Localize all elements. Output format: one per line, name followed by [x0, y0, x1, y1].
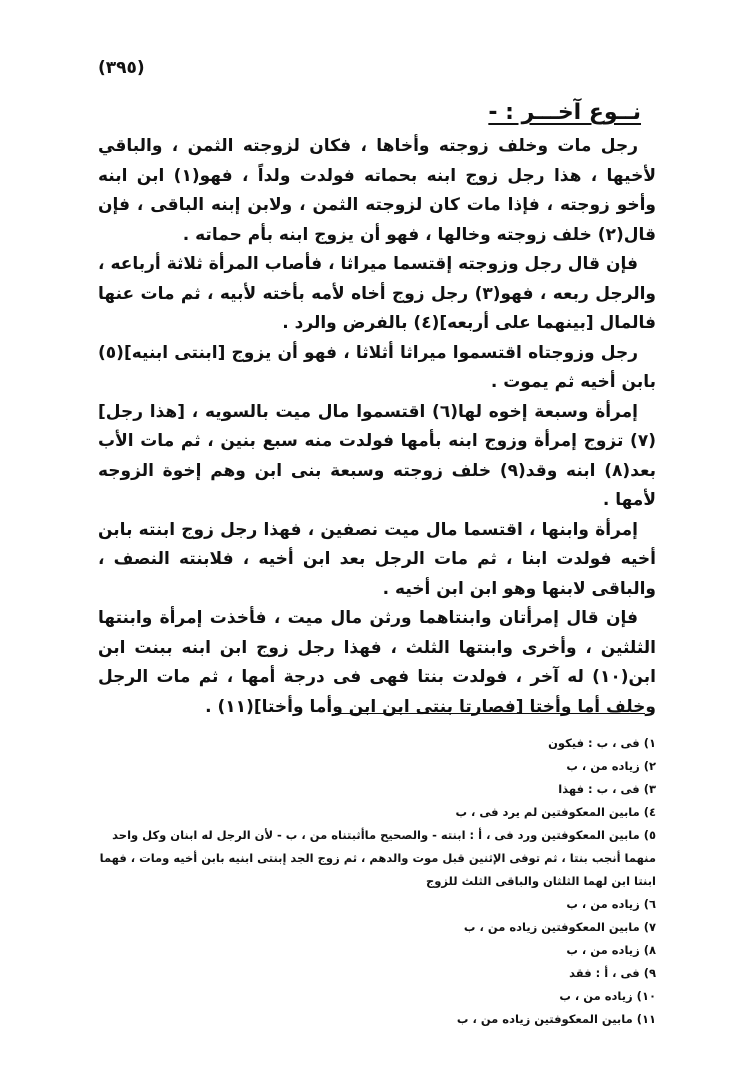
footnote: ١٠) زياده من ، ب [559, 989, 656, 1003]
footnote: ٢) زياده من ، ب [566, 759, 656, 773]
footnote: ٤) مابين المعكوفتين لم يرد فى ، ب [455, 805, 656, 819]
paragraph: رجل مات وخلف زوجته وأخاها ، فكان لزوجته الثمن ، والباقي لأخيها ، هذا رجل زوج ابنه بحماته فولدت ولداً ، فهو(١) ابن ابنه وأخو زوجته ، فإذا مات كان لزوجته الثمن ، ولابن إبنه الباقى ، فإن قال(٢) خلف زوجته وخالها ، فهو أن يزوج ابنه بأم حماته . [98, 136, 656, 245]
paragraph: رجل وزوجتاه اقتسموا ميراثا أثلاثا ، فهو أن يزوج [ابنتى ابنيه](٥) بابن أخيه ثم يموت . [98, 342, 656, 392]
page-number: (٣٩٥) [98, 58, 145, 78]
footnotes [98, 732, 656, 1031]
paragraph: إمرأة وسبعة إخوه لها(٦) اقتسموا مال ميت بالسويه ، [هذا رجل](٧) تزوج إمرأة وزوج ابنه بأمها فولدت منه سبع بنين ، ثم مات الأب بعد(٨) ابنه وقد(٩) خلف زوجته وسبعة بنى ابن وهم إخوة الزوجه لأمها . [98, 401, 656, 510]
footnote-divider [335, 713, 645, 714]
footnote: ٨) زياده من ، ب [566, 943, 656, 957]
footnote: ١) فى ، ب : فيكون [548, 736, 656, 750]
paragraph: فإن قال رجل وزوجته إقتسما ميراثا ، فأصاب المرأة ثلاثة أرباعه ، والرجل ربعه ، فهو(٣) رجل زوج أخاه لأمه بأخته لأبيه ، ثم مات عنها فالمال [بينهما على أربعه](٤) بالفرض والرد . [98, 254, 656, 333]
footnote: ١١) مابين المعكوفتين زياده من ، ب [456, 1012, 656, 1026]
footnote: ٣) فى ، ب : فهذا [558, 782, 656, 796]
footnote: ٩) فى ، أ : فقد [569, 966, 656, 980]
section-heading: نــوع آخـــر : - [488, 100, 641, 125]
footnote: ٦) زياده من ، ب [566, 897, 656, 911]
paragraph: فإن قال إمرأتان وابنتاهما ورثن مال ميت ، فأخذت إمرأة وابنتها الثلثين ، وأخرى وابنتها الثلث ، فهذا رجل زوج ابن ابنه ببنت ابن ابن(١٠) له آخر ، فولدت بنتا فهى فى درجة أمها ، ثم مات الرجل وخلف أما وأختا [فصارتا بنتى ابن ابن وأما وأختا](١١) . [98, 608, 656, 717]
footnote: ٥) مابين المعكوفتين ورد فى ، أ : ابنته - والصحيح ماأثبتناه من ، ب - لأن الرجل له ابنان وكل واحد منهما أنجب بنتا ، ثم توفى الإثنين قبل موت والدهم ، ثم زوج الجد إبنتى ابنيه بابن أخيه ومات ، فهما ابنتا ابن لهما الثلثان والباقى الثلث للزوج [99, 828, 656, 888]
paragraph: إمرأة وابنها ، اقتسما مال ميت نصفين ، فهذا رجل زوج ابنته بابن أخيه فولدت ابنا ، ثم مات الرجل بعد ابن أخيه ، فلابنته النصف ، والباقى لابنها وهو ابن ابن أخيه . [98, 519, 656, 599]
main-text [98, 132, 656, 722]
footnote: ٧) مابين المعكوفتين زياده من ، ب [463, 920, 656, 934]
